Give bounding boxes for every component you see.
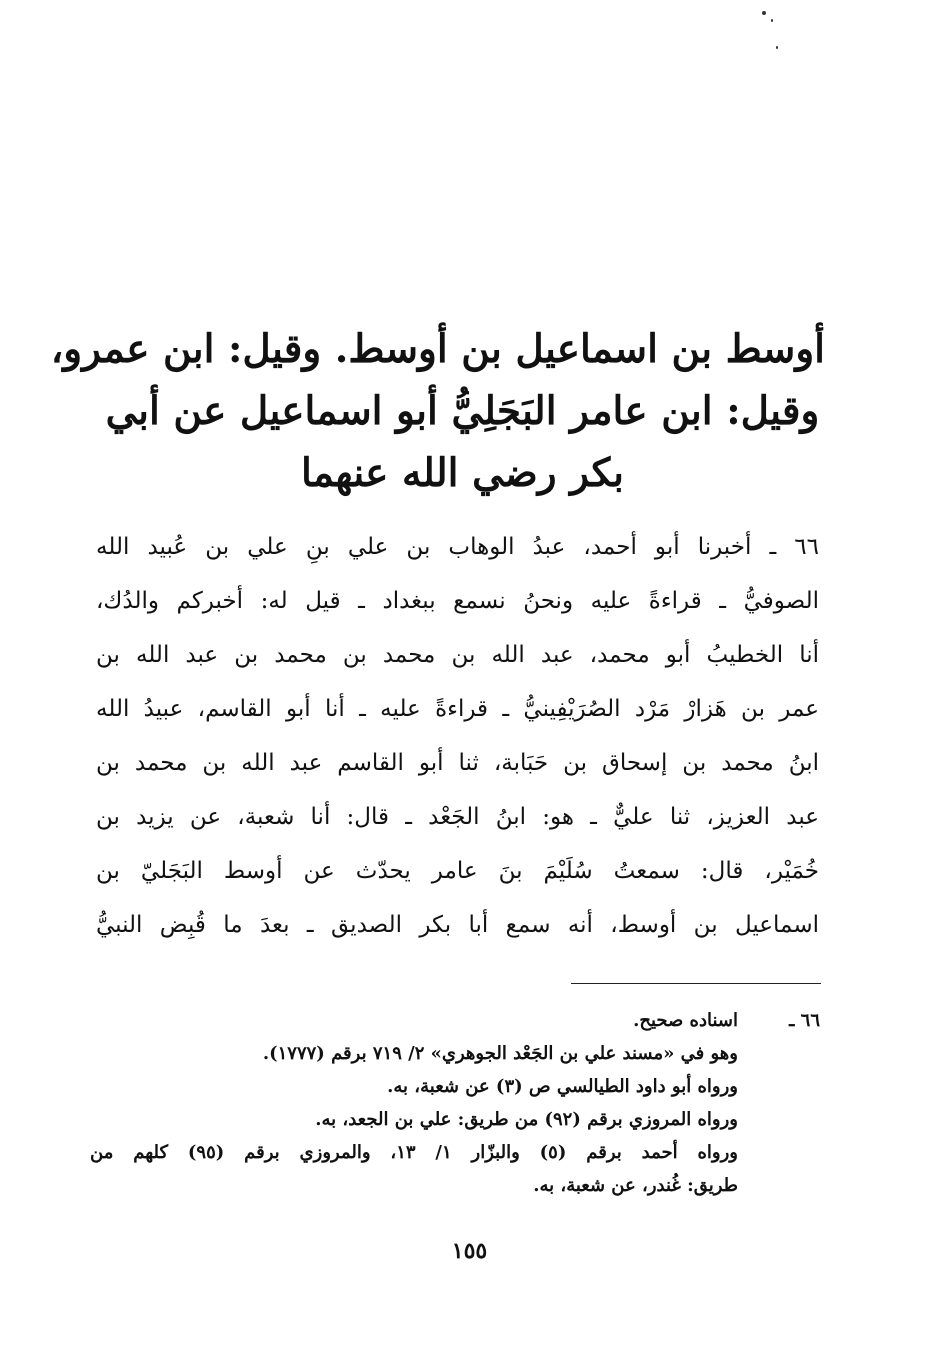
footnote-line: ورواه المروزي برقم (٩٢) من طريق: علي بن الجعد، به. <box>315 1109 738 1130</box>
text-line: ابنُ محمد بن إسحاق بن حَبَابة، ثنا أبو القاسم عبد الله بن محمد بن <box>96 750 819 776</box>
heading-line: وقيل: ابن عامر البَجَلِيُّ أبو اسماعيل عن أبي <box>105 388 820 434</box>
footnote-line: وهو في «مسند علي بن الجَعْد الجوهري» ٢/ ٧١٩ برقم (١٧٧٧). <box>262 1043 738 1064</box>
footnote-number: ٦٦ ـ <box>789 1010 820 1031</box>
scan-speck <box>776 46 778 49</box>
hadith-text <box>96 520 819 952</box>
scan-speck <box>762 11 766 15</box>
footnote-line: ورواه أبو داود الطيالسي ص (٣) عن شعبة، به. <box>387 1076 738 1097</box>
heading-line: بكر رضي الله عنهما <box>300 450 625 496</box>
text-line: عبد العزيز، ثنا عليٌّ ـ هو: ابنُ الجَعْد ـ قال: أنا شعبة، عن يزيد بن <box>96 804 819 830</box>
text-line: عمر بن هَزارْ مَرْد الصُرَيْفِينيُّ ـ قراءةً عليه ـ أنا أبو القاسم، عبيدُ الله <box>96 696 819 722</box>
footnote-line: طريق: غُندر، عن شعبة، به. <box>533 1175 738 1196</box>
footnote-separator <box>571 983 821 984</box>
text-line: أنا الخطيبُ أبو محمد، عبد الله بن محمد بن محمد بن عبد الله بن <box>96 642 819 668</box>
scan-speck <box>771 19 773 22</box>
text-line: خُمَيْر، قال: سمعتُ سُلَيْمَ بنَ عامر يحدّث عن أوسط البَجَليّ بن <box>96 858 819 884</box>
page-number: ١٥٥ <box>451 1238 488 1264</box>
chapter-heading <box>50 318 825 504</box>
footnotes <box>90 1004 738 1202</box>
text-line: ٦٦ ـ أخبرنا أبو أحمد، عبدُ الوهاب بن علي بنِ علي بن عُبيد الله <box>96 534 819 560</box>
footnote-line: ورواه أحمد برقم (٥) والبزّار ١/ ١٣، والمروزي برقم (٩٥) كلهم من <box>90 1142 738 1163</box>
footnote-line: اسناده صحيح. <box>633 1010 738 1031</box>
heading-line: أوسط بن اسماعيل بن أوسط. وقيل: ابن عمرو، <box>50 326 825 372</box>
text-line: اسماعيل بن أوسط، أنه سمع أبا بكر الصديق ـ بعدَ ما قُبِض النبيُّ <box>96 912 819 938</box>
text-line: الصوفيُّ ـ قراءةً عليه ونحنُ نسمع ببغداد ـ قيل له: أخبركم والدُك، <box>96 588 819 614</box>
